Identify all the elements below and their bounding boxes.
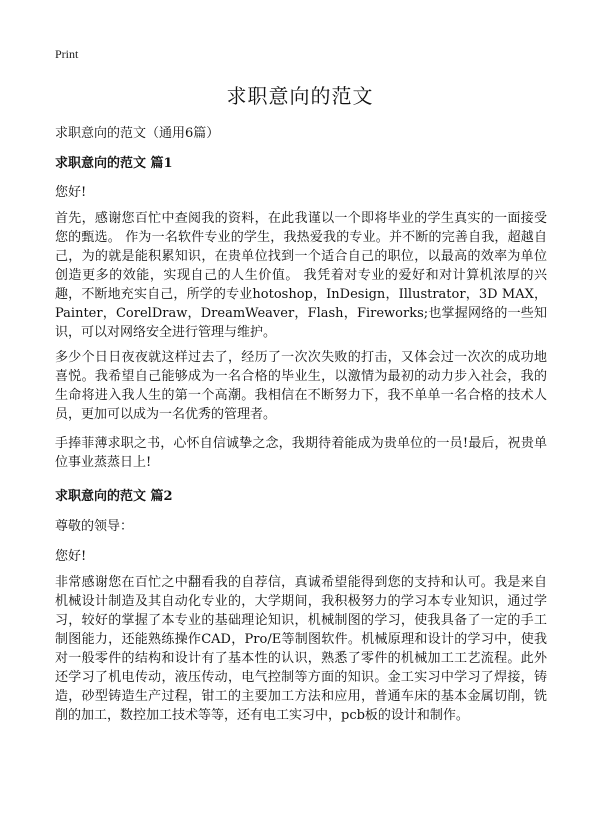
section-1-paragraph-2: 多少个日日夜夜就这样过去了，经历了一次次失败的打击，又体会过一次次的成功地喜悦。我希望自己能够成为一名合格的毕业生，以激情为最初的动力步入社会，我的生命将进入我人生的第一个高潮。我相信在不断努力下，我不单单一名合格的技术人员，更加可以成为一名优秀的管理者。: [55, 350, 547, 422]
print-label: Print: [55, 47, 79, 61]
section-2-heading: 求职意向的范文 篇2: [55, 489, 173, 504]
section-1-greeting: 您好!: [55, 185, 87, 200]
section-1-heading: 求职意向的范文 篇1: [55, 156, 173, 171]
section-1-paragraph-3: 手捧菲薄求职之书，心怀自信诚挚之念，我期待着能成为贵单位的一员!最后，祝贵单位事业蒸蒸日上!: [55, 436, 547, 470]
document-subtitle: 求职意向的范文（通用6篇）: [55, 126, 220, 141]
section-2-salutation: 尊敬的领导：: [55, 519, 134, 534]
section-1-paragraph-1: 首先，感谢您百忙中查阅我的资料，在此我谨以一个即将毕业的学生真实的一面接受您的甄选。 作为一名软件专业的学生，我热爱我的专业。并不断的完善自我，超越自己，为的就是能积累知识，在贵单位找到一个适合自己的职位，以最高的效率为单位创造更多的效能，实现自己的人生价值。 我凭着对专业的爱好和对计算机浓厚的兴趣，不断地充实自己，所学的专业hotoshop，InDesign，Illustrator，3D MAX，Painter，CorelDraw，DreamWeaver，Flash，Fireworks;也掌握网络的一些知识，可以对网络安全进行管理与维护。: [55, 211, 547, 340]
section-2-paragraph-1: 非常感谢您在百忙之中翻看我的自荐信，真诚希望能得到您的支持和认可。我是来自机械设计制造及其自动化专业的，大学期间，我积极努力的学习本专业知识，通过学习，较好的掌握了本专业的基础理论知识，机械制图的学习，使我具备了一定的手工制图能力，还能熟练操作CAD，Pro/E等制图软件。机械原理和设计的学习中，使我对一般零件的结构和设计有了基本性的认识，熟悉了零件的机械加工工艺流程。此外还学习了机电传动，液压传动，电气控制等方面的知识。金工实习中学习了焊接，铸造，砂型铸造生产过程，钳工的主要加工方法和应用，普通车床的基本金属切削，铣削的加工，数控加工技术等等，还有电工实习中，pcb板的设计和制作。: [55, 575, 547, 723]
document-title: 求职意向的范文: [226, 84, 374, 108]
section-2-greeting: 您好!: [55, 549, 87, 564]
